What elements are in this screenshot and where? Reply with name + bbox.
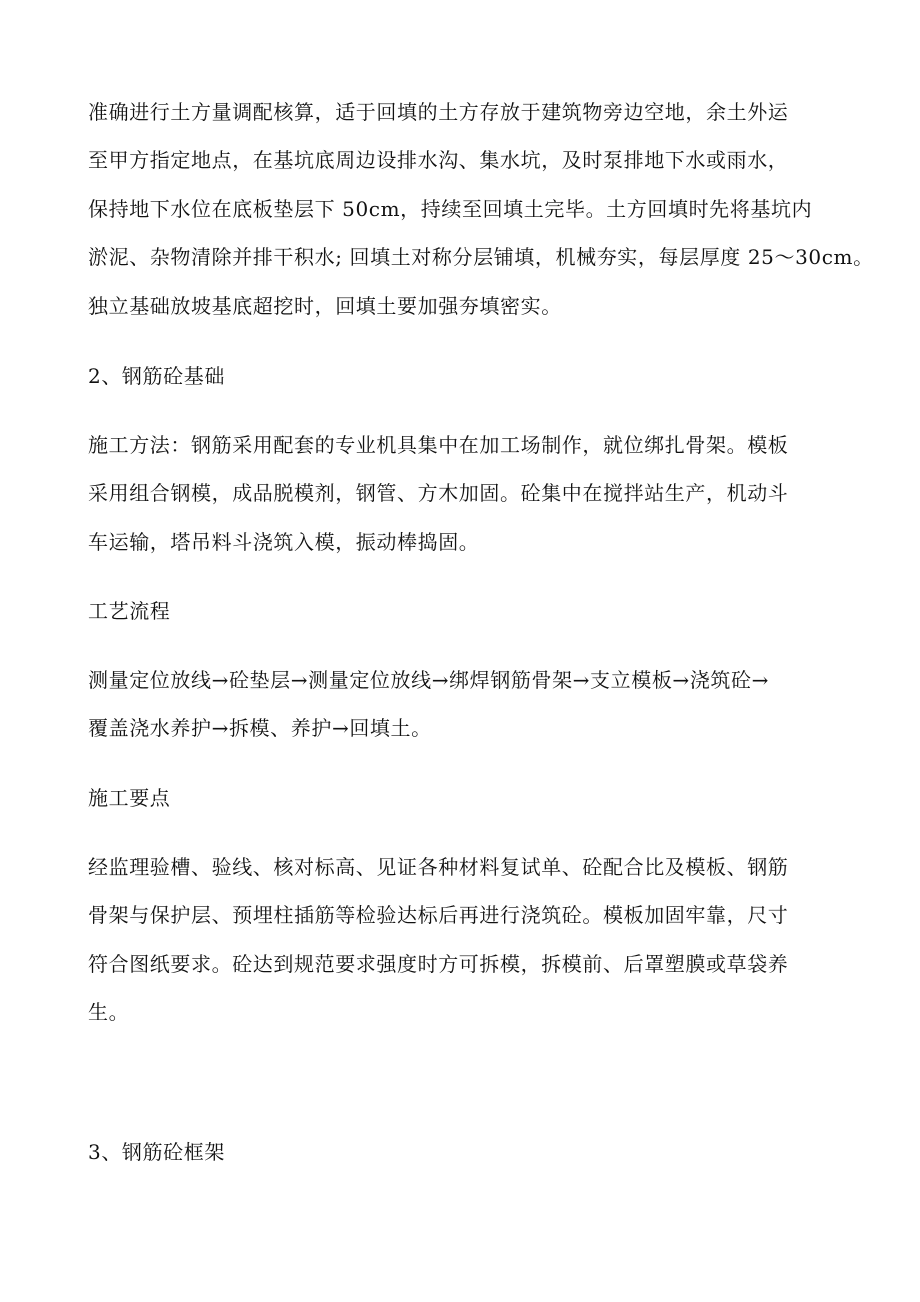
paragraph-line: 符合图纸要求。砼达到规范要求强度时方可拆模，拆模前、后罩塑膜或草袋养	[88, 952, 789, 976]
paragraph-line: 准确进行土方量调配核算，适于回填的土方存放于建筑物旁边空地，余土外运	[88, 100, 789, 124]
keypoints-heading: 施工要点	[88, 786, 171, 810]
paragraph-line: 车运输，塔吊料斗浇筑入模，振动棒捣固。	[88, 530, 480, 554]
paragraph-line: 保持地下水位在底板垫层下 50cm，持续至回填土完毕。土方回填时先将基坑内	[88, 197, 813, 221]
paragraph-line: 淤泥、杂物清除并排干积水; 回填土对称分层铺填，机械夯实，每层厚度 25～30cm。	[88, 245, 874, 269]
section-heading-3: 3、钢筋砼框架	[88, 1140, 225, 1164]
paragraph-line: 至甲方指定地点，在基坑底周边设排水沟、集水坑，及时泵排地下水或雨水，	[88, 148, 789, 172]
paragraph-line: 生。	[88, 1000, 130, 1024]
paragraph-line: 施工方法：钢筋采用配套的专业机具集中在加工场制作，就位绑扎骨架。模板	[88, 433, 789, 457]
paragraph-line: 采用组合钢模，成品脱模剂，钢管、方木加固。砼集中在搅拌站生产，机动斗	[88, 481, 789, 505]
paragraph-line: 独立基础放坡基底超挖时，回填土要加强夯填密实。	[88, 294, 562, 318]
paragraph-line: 经监理验槽、验线、核对标高、见证各种材料复试单、砼配合比及模板、钢筋	[88, 855, 789, 879]
section-heading-2: 2、钢筋砼基础	[88, 364, 225, 388]
paragraph-line: 骨架与保护层、预埋柱插筋等检验达标后再进行浇筑砼。模板加固牢靠，尺寸	[88, 903, 789, 927]
paragraph-line: 覆盖浇水养护→拆模、养护→回填土。	[88, 716, 432, 740]
process-heading: 工艺流程	[88, 599, 171, 623]
paragraph-line: 测量定位放线→砼垫层→测量定位放线→绑焊钢筋骨架→支立模板→浇筑砼→	[88, 668, 769, 692]
